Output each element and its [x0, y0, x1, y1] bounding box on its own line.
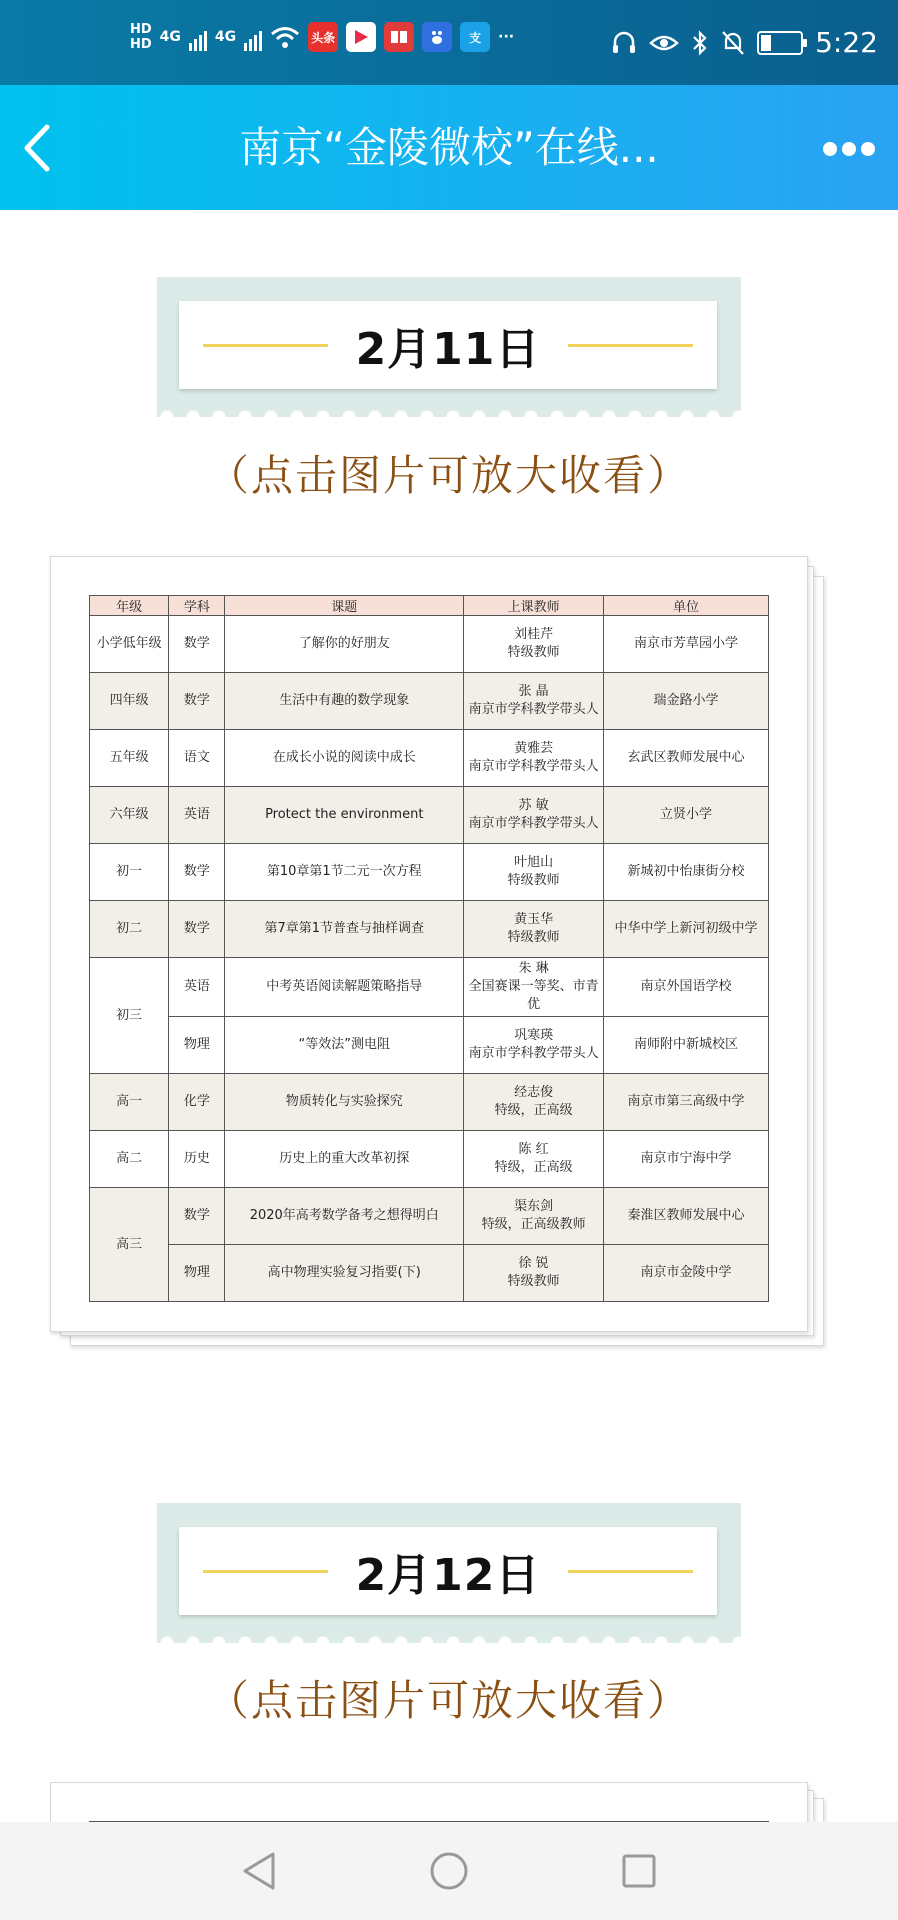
header-teacher: 上课教师: [464, 596, 604, 616]
header-subject: 学科: [169, 596, 225, 616]
baidu-app-icon: [422, 22, 452, 52]
cell-subject: 化学: [169, 1074, 225, 1131]
cell-unit: 新城初中怡康街分校: [604, 844, 769, 901]
triangle-back-icon: [241, 1851, 277, 1891]
decor-line-left: [203, 1570, 328, 1573]
cell-subject: 历史: [169, 1131, 225, 1188]
paper-front: [50, 1782, 808, 1822]
book-app-icon: [384, 22, 414, 52]
table-row: [90, 1017, 769, 1074]
cell-grade: 初二: [90, 901, 169, 958]
date-label: 2月12日: [355, 1550, 541, 1601]
schedule-image-partial[interactable]: [50, 1782, 828, 1822]
teacher-name: 巩寒瑛: [514, 1028, 554, 1043]
cell-topic: 中考英语阅读解题策略指导: [225, 958, 464, 1017]
teacher-name: 徐 锐: [518, 1256, 549, 1271]
signal-icon-2: [244, 23, 262, 51]
table-row: [90, 616, 769, 673]
cell-unit: 南京市宁海中学: [604, 1131, 769, 1188]
mute-bell-icon: [721, 30, 745, 56]
table-row: [90, 844, 769, 901]
cell-grade: 六年级: [90, 787, 169, 844]
cell-unit: 秦淮区教师发展中心: [604, 1188, 769, 1245]
cell-subject: 数学: [169, 616, 225, 673]
teacher-title: 特级，正高级教师: [481, 1217, 586, 1232]
scallop-edge: [157, 1629, 741, 1643]
cell-unit: 南京市第三高级中学: [604, 1074, 769, 1131]
header-unit: 单位: [604, 596, 769, 616]
header-topic: 课题: [225, 596, 464, 616]
system-nav-bar: [0, 1822, 898, 1920]
table-row: [90, 787, 769, 844]
square-recents-icon: [621, 1853, 657, 1889]
toutiao-app-icon: 头条: [308, 22, 338, 52]
teacher-name: 叶旭山: [514, 855, 554, 870]
teacher-name: 朱 琳: [518, 961, 549, 976]
teacher-title: 特级教师: [507, 1274, 560, 1289]
status-bar: [0, 0, 898, 85]
cell-teacher: [464, 1074, 604, 1131]
cell-subject: 数学: [169, 673, 225, 730]
cell-topic: “等效法”测电阻: [225, 1017, 464, 1074]
alipay-app-icon: 支: [460, 22, 490, 52]
signal-icon: [189, 23, 207, 51]
date-label: 2月11日: [355, 324, 541, 375]
more-notifications-label: ···: [498, 29, 515, 45]
teacher-title: 南京市学科教学带头人: [468, 759, 599, 774]
table-row: [90, 1188, 769, 1245]
teacher-title: 特级，正高级: [494, 1160, 573, 1175]
teacher-name: 刘桂芹: [514, 627, 554, 642]
cell-teacher: [464, 844, 604, 901]
teacher-name: 黄玉华: [514, 912, 554, 927]
teacher-name: 张 晶: [518, 684, 549, 699]
more-options-button[interactable]: [822, 125, 876, 166]
cell-teacher: [464, 1017, 604, 1074]
teacher-name: 黄雅芸: [514, 741, 554, 756]
cell-subject: 物理: [169, 1017, 225, 1074]
cell-topic: 第7章第1节普查与抽样调查: [225, 901, 464, 958]
hd2-label: HD: [130, 37, 152, 52]
cell-grade: 高一: [90, 1074, 169, 1131]
cell-unit: 玄武区教师发展中心: [604, 730, 769, 787]
nav-recents-button[interactable]: [619, 1851, 659, 1891]
wifi-icon: [270, 25, 300, 49]
network-4g-label-2: 4G: [214, 29, 237, 45]
cell-subject: 语文: [169, 730, 225, 787]
date-card: [179, 1527, 717, 1615]
status-left: [130, 22, 514, 52]
decor-line-right: [568, 1570, 693, 1573]
cell-topic: 物质转化与实验探究: [225, 1074, 464, 1131]
header-grade: 年级: [90, 596, 169, 616]
more-dots-icon: [822, 141, 876, 157]
teacher-name: 渠东剑: [514, 1199, 554, 1214]
cell-grade: 初一: [90, 844, 169, 901]
date-banner: [157, 277, 741, 417]
teacher-name: 苏 敏: [518, 798, 549, 813]
hd-indicator: [130, 22, 152, 52]
table-row: [90, 901, 769, 958]
cell-grade: 小学低年级: [90, 616, 169, 673]
clock-time: 5:22: [815, 26, 878, 59]
teacher-name: 经志俊: [514, 1085, 554, 1100]
cell-grade: 五年级: [90, 730, 169, 787]
nav-back-button[interactable]: [239, 1851, 279, 1891]
cell-unit: 南京市芳草园小学: [604, 616, 769, 673]
zoom-hint: （点击图片可放大收看）: [206, 1676, 691, 1725]
cell-topic: 在成长小说的阅读中成长: [225, 730, 464, 787]
cell-teacher: [464, 1245, 604, 1302]
cell-grade: 高二: [90, 1131, 169, 1188]
cell-grade: 四年级: [90, 673, 169, 730]
scallop-edge: [157, 403, 741, 417]
cell-unit: 南京市金陵中学: [604, 1245, 769, 1302]
cell-unit: 南师附中新城校区: [604, 1017, 769, 1074]
teacher-name: 陈 红: [518, 1142, 549, 1157]
table-row: [90, 730, 769, 787]
table-row: [90, 1245, 769, 1302]
teacher-title: 南京市学科教学带头人: [468, 702, 599, 717]
eye-comfort-icon: [649, 31, 679, 55]
cell-topic: 生活中有趣的数学现象: [225, 673, 464, 730]
cell-topic: 第10章第1节二元一次方程: [225, 844, 464, 901]
teacher-title: 特级，正高级: [494, 1103, 573, 1118]
cell-teacher: [464, 787, 604, 844]
status-right: [611, 26, 878, 59]
teacher-title: 南京市学科教学带头人: [468, 1046, 599, 1061]
table-row: [90, 673, 769, 730]
cell-teacher: [464, 673, 604, 730]
cell-subject: 英语: [169, 958, 225, 1017]
battery-icon: [757, 31, 803, 55]
cell-teacher: [464, 1188, 604, 1245]
cell-teacher: [464, 616, 604, 673]
date-card: [179, 301, 717, 389]
table-row: [90, 1074, 769, 1131]
cell-teacher: [464, 901, 604, 958]
decor-line-right: [568, 344, 693, 347]
network-4g-label: 4G: [159, 29, 181, 45]
cell-topic: 2020年高考数学备考之想得明白: [225, 1188, 464, 1245]
zoom-hint: （点击图片可放大收看）: [206, 451, 691, 500]
cell-unit: 南京外国语学校: [604, 958, 769, 1017]
cell-teacher: [464, 1131, 604, 1188]
cell-unit: 瑞金路小学: [604, 673, 769, 730]
cell-grade: 高三: [90, 1188, 169, 1302]
cell-subject: 物理: [169, 1245, 225, 1302]
cell-subject: 英语: [169, 787, 225, 844]
schedule-table: [89, 595, 769, 1302]
teacher-title: 南京市学科教学带头人: [468, 816, 599, 831]
teacher-title: 特级教师: [507, 645, 560, 660]
date-banner: [157, 1503, 741, 1643]
table-row: [90, 1131, 769, 1188]
table-header-row: [90, 596, 769, 616]
paper-front: [50, 556, 808, 1332]
teacher-title: 特级教师: [507, 930, 560, 945]
cell-subject: 数学: [169, 844, 225, 901]
cell-topic: 高中物理实验复习指要(下): [225, 1245, 464, 1302]
hd1-label: HD: [130, 22, 152, 37]
bluetooth-icon: [691, 30, 709, 56]
cell-topic: 了解你的好朋友: [225, 616, 464, 673]
video-app-icon: [346, 22, 376, 52]
decor-line-left: [203, 344, 328, 347]
page-title: 南京“金陵微校”在线...: [239, 123, 659, 172]
cell-teacher: [464, 730, 604, 787]
cell-topic: 历史上的重大改革初探: [225, 1131, 464, 1188]
cell-subject: 数学: [169, 901, 225, 958]
teacher-title: 特级教师: [507, 873, 560, 888]
cell-teacher: [464, 958, 604, 1017]
circle-home-icon: [429, 1851, 469, 1891]
schedule-image[interactable]: [50, 556, 828, 1356]
table-row: [90, 958, 769, 1017]
teacher-title: 全国赛课一等奖、市青优: [468, 979, 599, 1012]
headphones-icon: [611, 30, 637, 56]
title-bar: [0, 85, 898, 210]
cell-subject: 数学: [169, 1188, 225, 1245]
nav-home-button[interactable]: [429, 1851, 469, 1891]
cell-grade: 初三: [90, 958, 169, 1074]
cell-unit: 中华中学上新河初级中学: [604, 901, 769, 958]
cell-topic: Protect the environment: [225, 787, 464, 844]
cell-unit: 立贤小学: [604, 787, 769, 844]
